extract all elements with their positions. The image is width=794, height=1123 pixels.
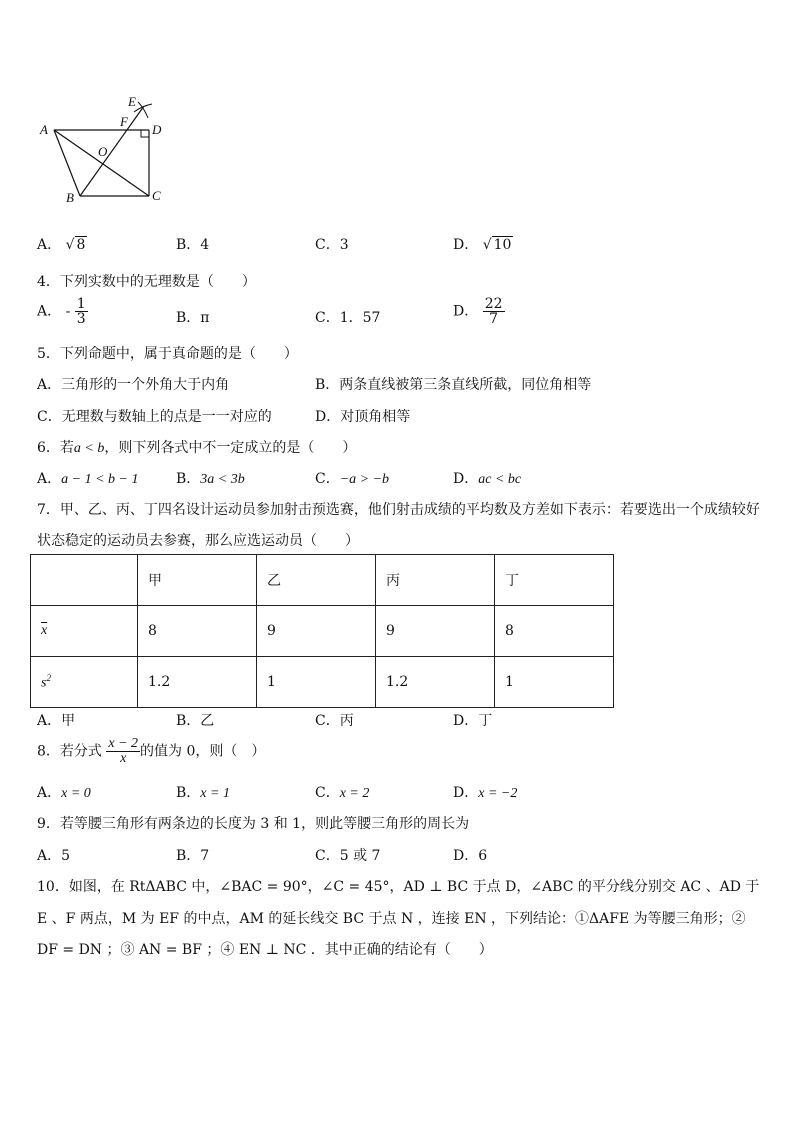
table-cell: 1 <box>257 657 376 708</box>
q9-option-a: A．5 <box>37 848 71 864</box>
q6-option-c <box>315 468 389 488</box>
q8-option-a <box>37 782 91 802</box>
q5-option-a: A．三角形的一个外角大于内角 <box>37 377 230 393</box>
option-letter: D． <box>453 785 479 801</box>
option-value: 1．57 <box>339 310 381 326</box>
q10-stem-line2: E 、F 两点，M 为 EF 的中点，AM 的延长线交 BC 于点 N ，连接 EN ，下列结论：①ΔAFE 为等腰三角形；② <box>37 911 746 927</box>
q5-option-c: C．无理数与数轴上的点是一一对应的 <box>37 409 272 425</box>
option-value: 4 <box>200 237 210 253</box>
q6-stem-prefix: 6．若 <box>37 440 74 456</box>
q7-option-b: B．乙 <box>176 713 215 729</box>
option-letter: D． <box>453 303 479 320</box>
table-cell: 8 <box>138 606 257 657</box>
q5-option-d: D．对顶角相等 <box>315 409 411 425</box>
table-row-mean <box>31 606 614 657</box>
table-cell: 1.2 <box>376 657 495 708</box>
option-letter: B． <box>176 785 201 801</box>
q8-option-b <box>176 782 230 802</box>
option-letter: A． <box>37 785 62 801</box>
label-F: F <box>120 114 128 129</box>
option-math: 3a < 3b <box>200 472 245 487</box>
label-D: D <box>152 122 162 137</box>
minus-sign: - <box>65 303 71 320</box>
q3-option-c <box>315 234 349 254</box>
option-letter: C． <box>315 310 340 326</box>
option-letter: B． <box>176 471 201 487</box>
denominator: 3 <box>76 311 86 327</box>
label-C: C <box>152 188 161 203</box>
q6-option-d <box>453 468 521 488</box>
mean-label: $\overline{x}$ <box>31 606 138 657</box>
table-cell: 1 <box>495 657 614 708</box>
table-header-row <box>31 555 614 606</box>
q7-option-c: C．丙 <box>315 713 354 729</box>
q3-option-d <box>453 234 513 254</box>
q6-option-b <box>176 468 245 488</box>
option-letter: B． <box>176 237 201 253</box>
table-header-cell <box>31 555 138 606</box>
geometry-figure <box>36 94 176 210</box>
denominator: x <box>120 751 127 766</box>
option-math: −a > −b <box>339 472 390 487</box>
option-value: π <box>200 310 210 326</box>
table-cell: 9 <box>376 606 495 657</box>
sqrt-expression: √ 10 <box>482 237 512 253</box>
q4-option-c <box>315 307 380 327</box>
option-letter: C． <box>315 471 340 487</box>
q3-option-a <box>37 234 87 254</box>
label-E: E <box>128 94 136 109</box>
q5-stem: 5．下列命题中，属于真命题的是（ ） <box>37 346 298 362</box>
q8-stem <box>37 737 265 766</box>
option-math: a − 1 < b − 1 <box>61 472 139 487</box>
radicand: 10 <box>493 237 512 253</box>
q9-option-d: D．6 <box>453 848 488 864</box>
q7-stem-line1: 7．甲、乙、丙、丁四名设计运动员参加射击预选赛，他们射击成绩的平均数及方差如下表示：若要选出一个成绩较好 <box>37 502 760 518</box>
q10-stem-line1: 10．如图，在 RtΔABC 中，∠BAC = 90°，∠C = 45°，AD ⊥ BC 于点 D，∠ABC 的平分线分别交 AC 、AD 于 <box>37 879 760 895</box>
quadrilateral-diagram <box>36 94 176 210</box>
q5-option-b: B．两条直线被第三条直线所截，同位角相等 <box>315 377 592 393</box>
q7-option-d: D．丁 <box>453 713 493 729</box>
fraction <box>75 297 88 326</box>
label-O: O <box>98 144 108 159</box>
option-letter: B． <box>176 310 201 326</box>
option-letter: D． <box>453 237 479 253</box>
q9-stem: 9．若等腰三角形有两条边的长度为 3 和 1，则此等腰三角形的周长为 <box>37 816 470 832</box>
q6-option-a <box>37 468 138 488</box>
numerator: 1 <box>76 296 86 312</box>
q4-stem: 4．下列实数中的无理数是（ ） <box>37 274 256 290</box>
q8-option-c <box>315 782 369 802</box>
sqrt-expression: √ 8 <box>65 237 86 253</box>
option-math: x = 0 <box>61 786 91 801</box>
fraction <box>483 297 505 326</box>
option-math: ac < bc <box>478 472 522 487</box>
numerator: x − 2 <box>108 736 139 751</box>
q9-option-c: C．5 或 7 <box>315 848 381 864</box>
diagonal-AC <box>54 130 149 196</box>
table-cell: 1.2 <box>138 657 257 708</box>
table-cell: 8 <box>495 606 614 657</box>
q8-stem-suffix: 的值为 0，则（ ） <box>140 743 266 760</box>
table-cell: 9 <box>257 606 376 657</box>
q6-condition: a < b <box>73 441 105 456</box>
right-angle-mark <box>141 130 149 137</box>
table-header-cell: 丁 <box>495 555 614 606</box>
option-letter: C． <box>315 785 340 801</box>
table-header-cell: 丙 <box>376 555 495 606</box>
q3-option-b <box>176 234 209 254</box>
q8-stem-prefix: 8．若分式 <box>37 743 102 760</box>
option-letter: D． <box>453 471 479 487</box>
option-math: x = 2 <box>339 786 370 801</box>
q6-stem <box>37 437 356 457</box>
option-letter: A． <box>37 237 62 253</box>
fraction <box>106 737 140 766</box>
label-B: B <box>66 190 74 205</box>
q8-option-d <box>453 782 517 802</box>
construction-arc-2 <box>138 102 148 118</box>
stats-table <box>30 554 614 708</box>
table-header-cell: 乙 <box>257 555 376 606</box>
q6-stem-suffix: ，则下列各式中不一定成立的是（ ） <box>104 440 357 456</box>
option-value: 3 <box>339 237 349 253</box>
denominator: 7 <box>489 311 499 327</box>
label-A: A <box>40 122 48 137</box>
q4-option-b <box>176 307 210 327</box>
table-header-cell: 甲 <box>138 555 257 606</box>
line-BE <box>80 106 144 196</box>
table-row-variance <box>31 657 614 708</box>
q9-option-b: B．7 <box>176 848 210 864</box>
option-math: x = −2 <box>478 786 518 801</box>
variance-label: $s^2$ <box>31 657 138 708</box>
segment-AB <box>54 130 80 196</box>
radicand: 8 <box>76 237 86 253</box>
option-letter: C． <box>315 237 340 253</box>
option-letter: A． <box>37 471 62 487</box>
numerator: 22 <box>484 296 503 312</box>
option-letter: A． <box>37 303 62 320</box>
q7-option-a: A．甲 <box>37 713 76 729</box>
q10-stem-line3: DF = DN ；③ AN = BF ；④ EN ⊥ NC ．其中正确的结论有（ ） <box>37 942 493 958</box>
q4-option-d <box>453 297 505 326</box>
option-math: x = 1 <box>200 786 230 801</box>
q7-stem-line2: 状态稳定的运动员去参赛，那么应选运动员（ ） <box>37 533 359 549</box>
q4-option-a <box>37 297 88 326</box>
